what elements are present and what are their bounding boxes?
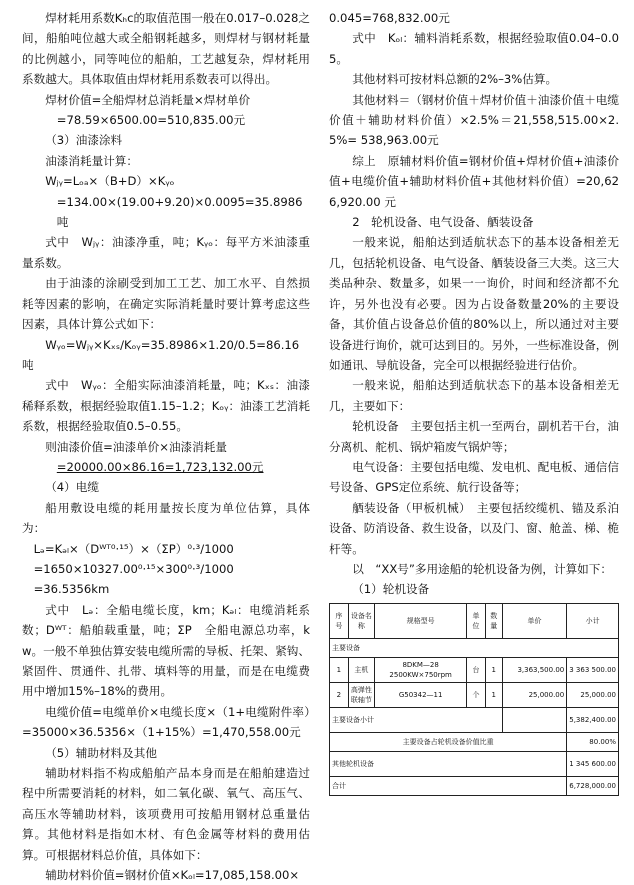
formula: 则油漆价值=油漆单价×油漆消耗量 (45, 439, 227, 454)
paragraph: 式中 Kₒₗ：辅料消耗系数，根据经验取值0.04–0.05。 (329, 31, 619, 66)
total-label: 合计 (330, 776, 567, 795)
paragraph: 电气设备：主要包括电缆、发电机、配电板、通信信号设备、GPS定位系统、航行设备等； (329, 459, 619, 495)
paragraph: 式中 Wᵧₒ：全船实际油漆消耗量，吨；Kₓₛ：油漆稀释系数，根据经验取值1.15–1.2；Kₒᵧ：油漆工艺消耗系数，根据经验取值0.5–0.55。 (22, 378, 310, 434)
other-value: 1 345 600.00 (567, 751, 619, 776)
table-header: 数量 (485, 603, 502, 638)
table-row (330, 707, 619, 732)
table-row (330, 751, 619, 776)
cell-qty: 1 (485, 657, 502, 682)
paragraph: 焊材耗用系数Kₕc的取值范围一般在0.017–0.028之间，船舶吨位越大或全船钢耗越多，则焊材与钢材耗量的比例越小，同等吨位的船舶，工艺越复杂，焊材耗用系数越大。具体取值由焊材耗用系数表可以得出。 (22, 11, 310, 87)
formula: =134.00×(19.00+9.20)×0.0095=35.8986吨 (56, 194, 303, 230)
formula: =78.59×6500.00=510,835.00元 (56, 113, 246, 128)
cell-price: 3,363,500.00 (502, 657, 567, 682)
paragraph: 综上 原辅材料价值=钢材价值+焊材价值+油漆价值+电缆价值+辅助材料价值+其他材料价值）=20,626,920.00 元 (329, 153, 619, 209)
table-row (330, 732, 619, 751)
paragraph: 一般来说，船舶达到适航状态下的基本设备相差无几，主要如下： (329, 378, 619, 413)
subtotal-label: 主要设备小计 (330, 707, 503, 732)
paragraph: 式中 Lₔ：全船电缆长度，km；Kₔₗ：电缆消耗系数；Dᵂᵀ：船舶载重量，吨；ΣP 全船电源总功率，kw。一般不单独估算安装电缆所需的导板、托架、紧钩、紧固件、贯通件、扎带、填料等的用量，而是在电缆费用中增加15%–18%的费用。 (22, 602, 310, 699)
table-header: 小计 (567, 603, 619, 638)
table-row (330, 776, 619, 795)
cell-spec: G50342—11 (375, 682, 467, 707)
table-row (330, 657, 619, 682)
cell-name: 主机 (348, 657, 374, 682)
section-label: 主要设备 (330, 638, 619, 657)
paragraph: 轮机设备 主要包括主机一至两台，副机若干台，油分离机、舵机、锅炉箱废气锅炉等； (329, 419, 619, 454)
cell-unit: 台 (467, 657, 486, 682)
paragraph: 式中 Wⱼᵧ：油漆净重，吨；Kᵧₒ：每平方米油漆重量系数。 (22, 235, 310, 270)
subtotal-value: 5,382,400.00 (567, 707, 619, 732)
paragraph: 辅助材料指不构成船舶产品本身而是在船舶建造过程中所需要消耗的材料，如二氧化碳、氧气、高压气、高压水等辅助材料，该项费用可按船用钢材总重量估算。其他材料是指如木材、有色金属等材料的费用估算。可根据材料总价值，具体如下： (22, 766, 310, 862)
section-heading: （1）轮机设备 (352, 582, 430, 597)
paragraph: 舾装设备（甲板机械） 主要包括绞缆机、锚及系泊设备、防消设备、救生设备，以及门、窗、舱盖、梯、桅杆等。 (329, 500, 619, 556)
cell-unit: 个 (467, 682, 486, 707)
formula: =36.5356km (33, 582, 110, 597)
left-column (22, 8, 310, 885)
paragraph: 由于油漆的涂刷受到加工工艺、加工水平、自然损耗等因素的影响，在确定实际消耗量时要计算考虑这些因素，具体计算公式如下： (22, 276, 310, 332)
formula: Wⱼᵧ=Lₒₐ×（B+D）×Kᵧₒ (45, 174, 175, 189)
total-value: 6,728,000.00 (567, 776, 619, 795)
table-header: 序号 (330, 603, 349, 638)
table-header: 设备名称 (348, 603, 374, 638)
section-heading: 2 轮机设备、电气设备、舾装设备 (352, 215, 534, 230)
paragraph: 其他材料可按材料总额的2%–3%估算。 (352, 72, 558, 87)
section-heading: （3）油漆涂料 (45, 133, 123, 148)
ratio-label: 主要设备占轮机设备价值比重 (330, 732, 567, 751)
cell-spec: 8DKM—28 2500KW×750rpm (375, 657, 467, 682)
cell-price: 25,000.00 (502, 682, 567, 707)
paragraph: 船用敷设电缆的耗用量按长度为单位估算，具体为： (22, 500, 310, 536)
cell-total: 25,000.00 (567, 682, 619, 707)
cell-name: 高弹性联轴节 (348, 682, 374, 707)
formula: 0.045=768,832.00元 (329, 11, 450, 25)
other-label: 其他轮机设备 (330, 751, 567, 776)
ratio-value: 80.00% (567, 732, 619, 751)
cell-total: 3 363 500.00 (567, 657, 619, 682)
equipment-table (329, 603, 619, 796)
empty-cell (502, 707, 567, 732)
right-column (329, 8, 619, 796)
section-heading: （5）辅助材料及其他 (45, 745, 157, 760)
table-header: 单位 (467, 603, 486, 638)
paragraph: 一般来说，船舶达到适航状态下的基本设备相差无几，包括轮机设备、电气设备、舾装设备三大类。这三大类品种杂、数量多，如果一一询价，时间和经济都不允许，另外也没有必要。因为占设备数量20%的主要设备，其价值占设备总价值的80%以上，所以通过对主要设备进行询价，就可达到目的。另外，一些标准设备，例如通讯、导航设备，完全可以根据经验进行估价。 (329, 235, 619, 372)
section-heading: （4）电缆 (45, 480, 99, 495)
table-row (330, 638, 619, 657)
formula: 焊材价值=全船焊材总消耗量×焊材单价 (45, 92, 251, 107)
table-header-row (330, 603, 619, 638)
formula: =20000.00×86.16=1,723,132.00元 (56, 459, 264, 474)
cell-no: 2 (330, 682, 349, 707)
table-header: 规格型号 (375, 603, 467, 638)
paragraph: 油漆消耗量计算： (45, 153, 138, 168)
formula: Lₔ=Kₔₗ×（Dᵂᵀ⁰·¹⁵）×（ΣP）⁰·³/1000 (33, 541, 234, 556)
formula: 辅助材料价值=钢材价值×Kₒₗ=17,085,158.00× (45, 868, 300, 883)
cell-no: 1 (330, 657, 349, 682)
formula: Wᵧₒ=Wⱼᵧ×Kₓₛ/Kₒᵧ=35.8986×1.20/0.5=86.16吨 (22, 337, 300, 372)
cell-qty: 1 (485, 682, 502, 707)
table-header: 单价 (502, 603, 567, 638)
formula: =1650×10327.00⁰·¹⁵×300⁰·³/1000 (33, 561, 234, 576)
table-row (330, 682, 619, 707)
paragraph: 电缆价值=电缆单价×电缆长度×（1+电缆附件率）=35000×36.5356×（1+15%）=1,470,558.00元 (22, 704, 310, 740)
paragraph: 以 “XX号”多用途船的轮机设备为例，计算如下： (352, 561, 612, 576)
formula: 其他材料＝（钢材价值＋焊材价值＋油漆价值＋电缆价值＋辅助材料价值）×2.5%＝21,558,515.00×2.5%= 538,963.00元 (329, 92, 619, 148)
